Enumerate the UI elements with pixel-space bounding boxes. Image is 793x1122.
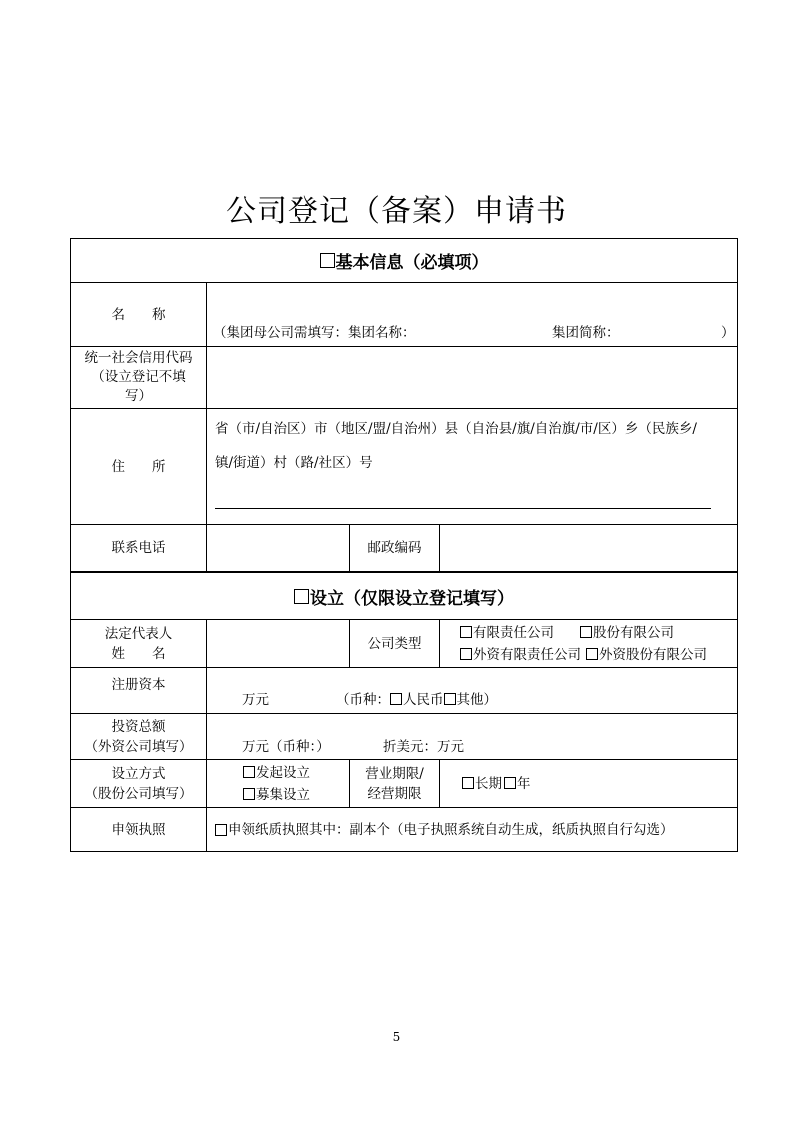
postal-label: 邮政编码 (350, 525, 440, 571)
license-text: 申领纸质执照其中：副本个（电子执照系统自动生成，纸质执照自行勾选） (228, 821, 674, 838)
contact-row (71, 525, 737, 573)
option-stock-checkbox[interactable] (580, 626, 592, 638)
setup-method-label (71, 760, 207, 807)
option-foreign-stock-checkbox[interactable] (586, 648, 598, 660)
address-line1: 省（市/自治区）市（地区/盟/自治州）县（自治县/旗/自治旗/市/区）乡（民族乡/ (215, 421, 697, 437)
company-type-options (440, 620, 737, 667)
currency-other-checkbox[interactable] (444, 693, 456, 705)
license-row (71, 808, 737, 851)
option-long-term[interactable]: 长期 (462, 774, 502, 794)
capital-currency: （币种： 人民币 其他） (336, 692, 497, 708)
investment-usd: 折美元：万元 (383, 739, 464, 755)
option-long-term-checkbox[interactable] (462, 777, 474, 789)
option-raising-checkbox[interactable] (243, 788, 255, 800)
capital-row (71, 668, 737, 714)
company-type-label: 公司类型 (350, 620, 440, 667)
legal-rep-label (71, 620, 207, 667)
section-basic-info-label: 基本信息（必填项） (335, 253, 489, 273)
term-label-line1: 营业期限/ (365, 765, 424, 782)
investment-label-line2: （外资公司填写） (84, 738, 193, 755)
option-initiation-checkbox[interactable] (243, 766, 255, 778)
legal-rep-row (71, 620, 737, 668)
credit-code-field[interactable] (207, 347, 737, 408)
credit-code-label-line2: （设立登记不填 (91, 369, 186, 385)
investment-field[interactable] (207, 714, 737, 759)
phone-field[interactable] (207, 525, 350, 571)
group-note-end: ） (721, 325, 735, 341)
license-field[interactable] (207, 808, 737, 851)
option-foreign-stock[interactable]: 外资股份有限公司 (586, 645, 707, 665)
section-basic-info-checkbox[interactable] (320, 253, 335, 268)
capital-unit: 万元 (242, 692, 269, 708)
section-basic-info (71, 239, 737, 283)
address-underline (215, 508, 711, 509)
page-number: 5 (392, 1030, 401, 1044)
investment-label (71, 714, 207, 759)
application-form (70, 238, 738, 852)
legal-rep-label-line1: 法定代表人 (104, 625, 173, 642)
section-setup (71, 573, 737, 620)
name-field[interactable] (207, 283, 737, 346)
credit-code-label (71, 347, 207, 408)
option-years-checkbox[interactable] (504, 777, 516, 789)
group-name-note: （集团母公司需填写：集团名称： (213, 325, 416, 341)
address-field[interactable] (207, 409, 737, 524)
investment-value: 万元（币种：） (242, 739, 330, 755)
setup-method-row (71, 760, 737, 808)
option-foreign-limited[interactable]: 外资有限责任公司 (460, 645, 581, 665)
option-raising[interactable]: 募集设立 (243, 785, 310, 805)
credit-code-label-line3: 写） (125, 388, 152, 404)
investment-row (71, 714, 737, 760)
option-foreign-limited-checkbox[interactable] (460, 648, 472, 660)
section-setup-label: 设立（仅限设立登记填写） (310, 588, 514, 609)
option-years[interactable]: 年 (504, 774, 531, 794)
postal-field[interactable] (440, 525, 737, 571)
setup-method-label-line2: （股份公司填写） (84, 785, 193, 802)
setup-method-label-line1: 设立方式 (111, 765, 166, 782)
address-label: 住 所 (71, 409, 207, 524)
license-label: 申领执照 (71, 808, 207, 851)
name-row (71, 283, 737, 347)
investment-label-line1: 投资总额 (111, 718, 166, 735)
credit-code-row (71, 347, 737, 409)
option-initiation[interactable]: 发起设立 (243, 763, 310, 783)
credit-code-label-line1: 统一社会信用代码 (84, 350, 193, 366)
page-title: 公司登记（备案）申请书 (226, 194, 567, 229)
term-label-line2: 经营期限 (367, 785, 422, 802)
term-options (440, 760, 737, 807)
currency-rmb-checkbox[interactable] (390, 693, 402, 705)
address-row (71, 409, 737, 525)
section-setup-checkbox[interactable] (294, 589, 309, 604)
address-line2: 镇/街道）村（路/社区）号 (215, 455, 373, 471)
name-label: 名 称 (71, 283, 207, 346)
option-stock[interactable]: 股份有限公司 (580, 623, 674, 643)
option-limited[interactable]: 有限责任公司 (460, 623, 554, 643)
capital-field[interactable] (207, 668, 737, 713)
setup-method-options (207, 760, 350, 807)
legal-rep-field[interactable] (207, 620, 350, 667)
phone-label: 联系电话 (71, 525, 207, 571)
group-abbr-note: 集团简称： (552, 325, 620, 341)
term-label (350, 760, 440, 807)
license-paper-checkbox[interactable] (215, 824, 227, 836)
legal-rep-label-line2: 姓 名 (111, 645, 166, 662)
option-limited-checkbox[interactable] (460, 626, 472, 638)
capital-label: 注册资本 (71, 668, 207, 713)
